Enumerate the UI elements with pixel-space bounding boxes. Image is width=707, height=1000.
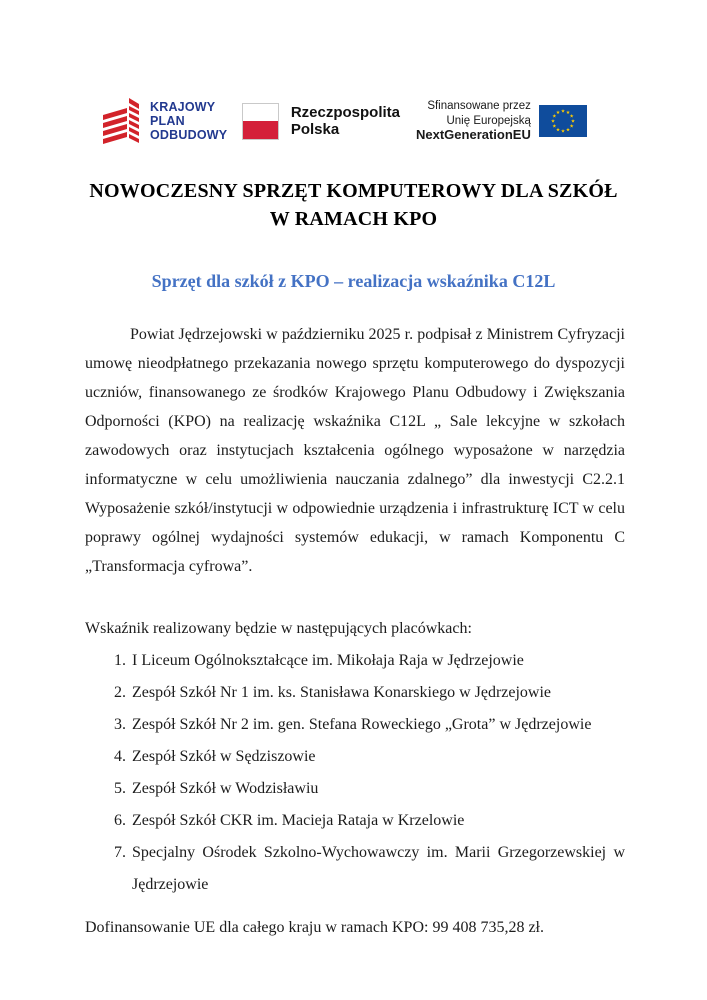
kpo-logo-text — [150, 100, 227, 142]
list-item-school-5: 5. Zespół Szkół w Wodzisławiu — [130, 773, 625, 805]
poland-line: Rzeczpospolita — [290, 104, 400, 121]
list-item-school-2: 2. Zespół Szkół Nr 1 im. ks. Stanisława Konarskiego w Jędrzejowie — [130, 677, 625, 709]
eu-flag-icon — [539, 105, 587, 137]
kpo-line: ODBUDOWY — [150, 128, 228, 142]
eu-line: Sfinansowane przez — [427, 100, 531, 113]
logo-row — [100, 95, 707, 147]
eu-line-ngeu: NextGenerationEU — [416, 127, 531, 143]
list-intro: Wskaźnik realizowany będzie w następujących placówkach: — [85, 620, 472, 637]
eu-funding-text — [416, 99, 531, 143]
poland-logo-text — [291, 104, 400, 138]
funding-note: Dofinansowanie UE dla całego kraju w ramach KPO: 99 408 735,28 zł. — [85, 919, 544, 936]
list-item-school-4: 4. Zespół Szkół w Sędziszowie — [130, 741, 625, 773]
kpo-logo — [100, 96, 228, 146]
list-item-school-3: 3. Zespół Szkół Nr 2 im. gen. Stefana Roweckiego „Grota” w Jędrzejowie — [130, 709, 625, 741]
poland-flag-icon — [242, 103, 279, 140]
eu-funding-logo — [416, 99, 587, 143]
poland-line: Polska — [290, 121, 340, 138]
page-title: NOWOCZESNY SPRZĘT KOMPUTEROWY DLA SZKÓŁ W RAMACH KPO — [89, 180, 618, 230]
kpo-line: PLAN — [150, 114, 185, 128]
kpo-line: KRAJOWY — [150, 100, 216, 114]
list-item-school-6: 6. Zespół Szkół CKR im. Macieja Rataja w Krzelowie — [130, 805, 625, 837]
school-list — [85, 645, 625, 901]
poland-logo — [242, 103, 400, 140]
list-item-school-7: 7. Specjalny Ośrodek Szkolno-Wychowawczy im. Marii Grzegorzewskiej w Jędrzejowie — [130, 837, 625, 901]
list-item-school-1: 1. I Liceum Ogólnokształcące im. Mikołaja Raja w Jędrzejowie — [130, 645, 625, 677]
subtitle: Sprzęt dla szkół z KPO – realizacja wskaźnika C12L — [151, 271, 556, 291]
kpo-building-icon — [100, 96, 144, 146]
body-paragraph: Powiat Jędrzejowski w październiku 2025 r. podpisał z Ministrem Cyfryzacji umowę nieodpłatnego przekazania nowego sprzętu komputerowego do dyspozycji uczniów, finansowanego ze środków Krajowego Planu Odbudowy i Zwiększania Odporności (KPO) na realizację wskaźnika C12L „ Sale lekcyjne w szkołach zawodowych oraz instytucjach kształcenia ogólnego wyposażone w narzędzia informatyczne w celu umożliwienia nauczania zdalnego” dla inwestycji C2.2.1 Wyposażenie szkół/instytucji w odpowiednie urządzenia i infrastrukturę ICT w celu poprawy ogólnej wydajności systemów edukacji, w ramach Komponentu C „Transformacja cyfrowa”. — [85, 326, 625, 575]
eu-line: Unię Europejską — [446, 114, 531, 127]
